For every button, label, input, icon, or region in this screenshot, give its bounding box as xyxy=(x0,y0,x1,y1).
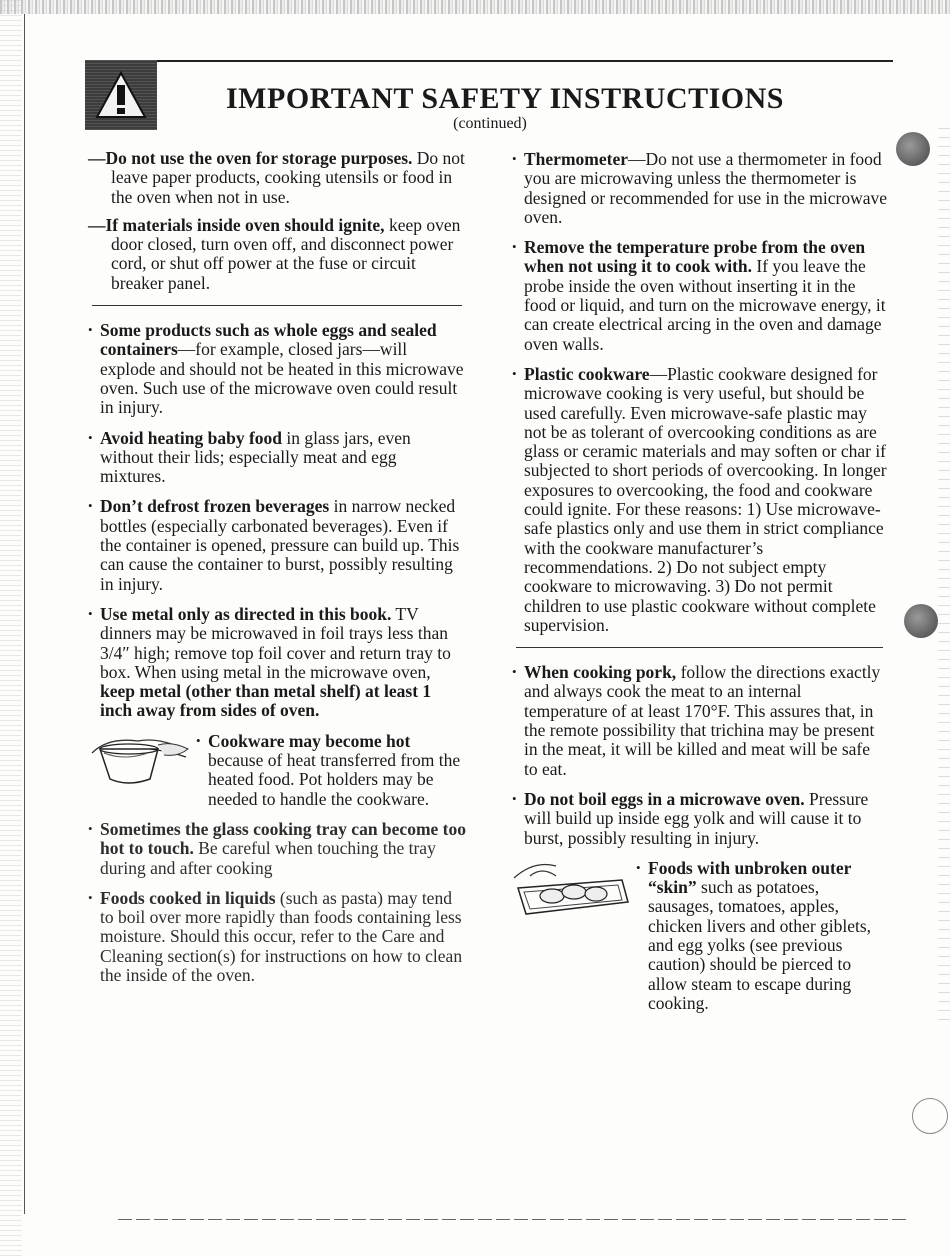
right-column xyxy=(512,149,887,1023)
list-item: • Use metal only as directed in this book. TV dinners may be microwaved in foil trays less than 3/4″ high; remove top foil cover and return tray to box. When using metal in the microwave oven, keep metal (other than metal shelf) at least 1 inch away from sides of oven. xyxy=(88,604,466,721)
list-item: • Avoid heating baby food in glass jars, even without their lids; especially meat and egg mixtures. xyxy=(88,428,466,487)
list-item: • Plastic cookware—Plastic cookware designed for microwave cooking is very useful, but should be used carefully. Even microwave-safe plastic may not be as tolerant of overcooking conditions as are glass or ceramic materials and may soften or char if subjected to short periods of overcooking. In longer exposures to overcooking, the food and cookware could ignite. For these reasons: 1) Use microwave-safe plastics only and use them in strict compliance with the cookware manufacturer’s recommendations. 2) Do not subject empty cookware to microwaving. 3) Do not permit children to use plastic cookware without complete supervision. xyxy=(512,364,887,635)
list-item: • Foods with unbroken outer “skin” such as potatoes, sausages, tomatoes, apples, chicken livers and other giblets, and egg yolks (see previous caution) should be pierced to allow steam to escape during cooking. xyxy=(636,858,887,1013)
left-column xyxy=(88,149,466,995)
unbroken-skin-item xyxy=(512,858,887,1023)
list-item: • Remove the temperature probe from the oven when not using it to cook with. If you leave the probe inside the oven without inserting it in the food or liquid, and turn on the microwave energy, it can create electrical arcing in the oven and damage oven walls. xyxy=(512,237,887,354)
section-divider xyxy=(92,305,462,306)
scan-edge-left xyxy=(0,0,22,1256)
list-item: • Cookware may become hot because of heat transferred from the heated food. Pot holders may be needed to handle the cookware. xyxy=(196,731,466,809)
scan-edge-top xyxy=(0,0,950,14)
list-item: • Sometimes the glass cooking tray can become too hot to touch. Be careful when touching the tray during and after cooking xyxy=(88,819,466,878)
footer-rule xyxy=(118,1219,908,1220)
list-item: • Thermometer—Do not use a thermometer in food you are microwaving unless the thermometer is designed or recommended for use in the microwave oven. xyxy=(512,149,887,227)
list-item: • Do not boil eggs in a microwave oven. Pressure will build up inside egg yolk and will cause it to burst, possibly resulting in injury. xyxy=(512,789,887,848)
list-item: • Some products such as whole eggs and sealed containers—for example, closed jars—will explode and should not be heated in this microwave oven. Such use of the microwave oven could result in injury. xyxy=(88,320,466,417)
list-item: —Do not use the oven for storage purposes. Do not leave paper products, cooking utensils or food in the oven when not in use. xyxy=(88,148,465,207)
list-item: • When cooking pork, follow the directions exactly and always cook the meat to an internal temperature of at least 170°F. This assures that, in the remote possibility that trichina may be present in the meat, it will be killed and meat will be safe to eat. xyxy=(512,662,887,779)
potatoes-dish-icon xyxy=(512,858,636,928)
page-title: IMPORTANT SAFETY INSTRUCTIONS xyxy=(226,82,784,115)
punch-hole-icon xyxy=(896,132,930,166)
hot-cookware-item xyxy=(88,731,466,819)
section-divider xyxy=(516,647,883,648)
list-item: • Foods cooked in liquids (such as pasta) may tend to boil over more rapidly than foods containing less moisture. Should this occur, refer to the Care and Cleaning section(s) for instructions on how to clean the inside of the oven. xyxy=(88,888,466,985)
scan-edge-right xyxy=(938,120,950,1020)
header-rule xyxy=(85,60,893,62)
hot-pot-icon xyxy=(88,731,196,797)
page-border xyxy=(24,14,25,1214)
list-item: • Don’t defrost frozen beverages in narrow necked bottles (especially carbonated beverages). Even if the container is opened, pressure can build up. This can cause the container to burst, possibly resulting in injury. xyxy=(88,496,466,593)
page-subtitle: (continued) xyxy=(453,115,527,132)
list-item: —If materials inside oven should ignite, keep oven door closed, turn oven off, and disconnect power cord, or shut off power at the fuse or circuit breaker panel. xyxy=(88,214,461,293)
punch-hole-icon xyxy=(912,1098,948,1134)
punch-hole-icon xyxy=(904,604,938,638)
